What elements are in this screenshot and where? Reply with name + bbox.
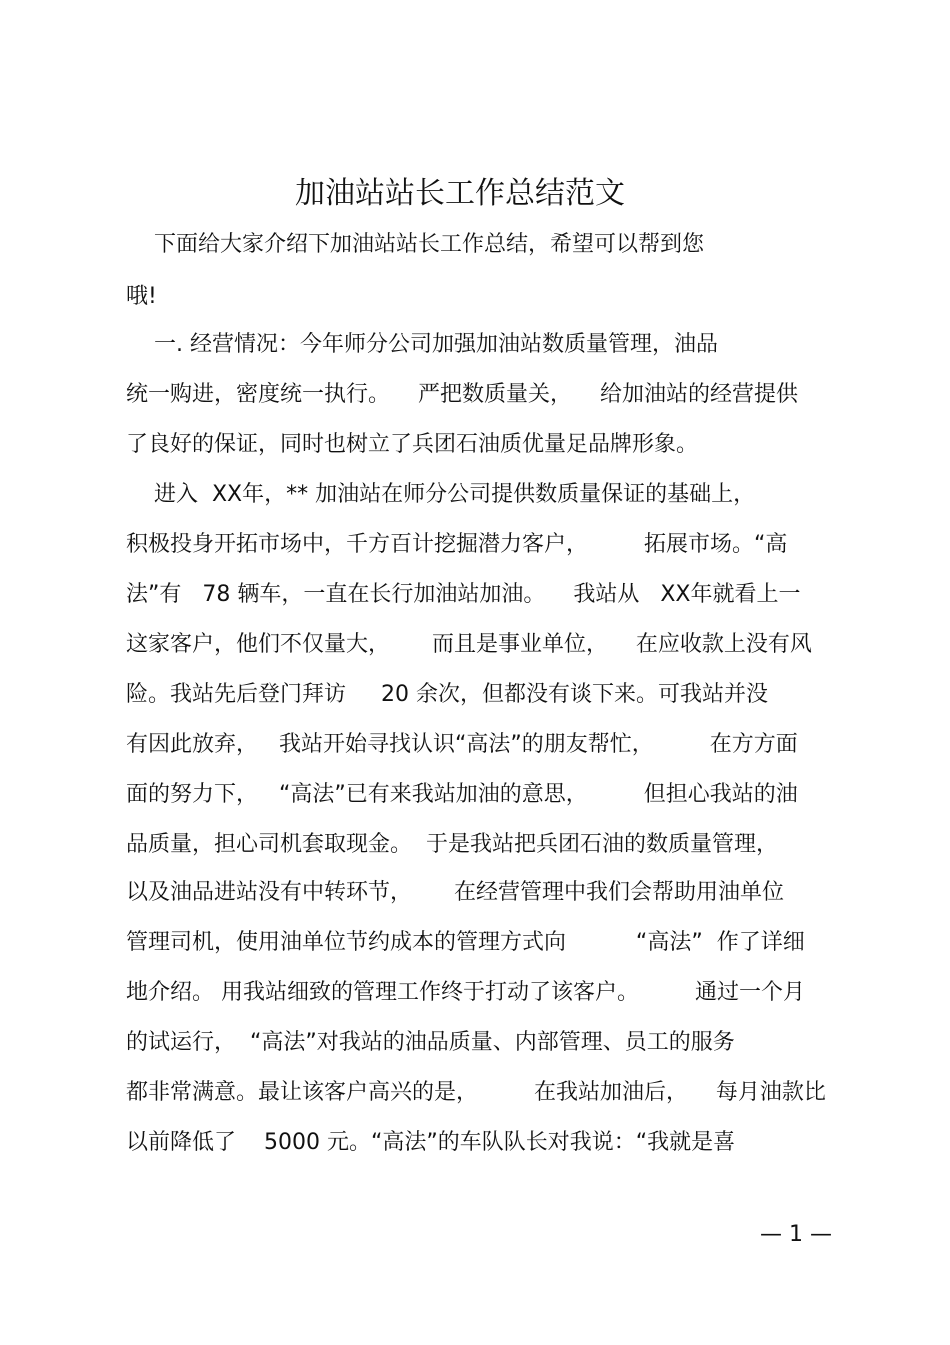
text-line: 了良好的保证，同时也树立了兵团石油质优量足品牌形象。 [126,432,699,457]
text-line: 的试运行， “高法”对我站的油品质量、内部管理、员工的服务 [126,1030,735,1055]
text-line: 地介绍。 用我站细致的管理工作终于打动了该客户。 通过一个月 [126,980,805,1005]
document-title: 加油站站长工作总结范文 [295,176,625,211]
text-line: 法”有 78 辆车，一直在长行加油站加油。 我站从 XX年就看上一 [126,582,801,607]
text-line: 下面给大家介绍下加油站站长工作总结，希望可以帮到您 [126,232,704,257]
text-line: 都非常满意。最让该客户高兴的是， 在我站加油后， 每月油款比 [126,1080,826,1105]
text-line: 以及油品进站没有中转环节， 在经营管理中我们会帮助用油单位 [126,880,784,905]
text-line: 哦! [126,284,157,309]
text-line: 管理司机，使用油单位节约成本的管理方式向 “高法” 作了详细 [126,930,805,955]
page-number: — 1 — [760,1222,832,1247]
text-line: 这家客户，他们不仅量大， 而且是事业单位， 在应收款上没有风 [126,632,812,657]
text-line: 一. 经营情况：今年师分公司加强加油站数质量管理，油品 [126,332,718,357]
text-line: 以前降低了 5000 元。“高法”的车队队长对我说：“我就是喜 [126,1130,736,1155]
text-line: 有因此放弃， 我站开始寻找认识“高法”的朋友帮忙， 在方方面 [126,732,798,757]
text-line: 面的努力下， “高法”已有来我站加油的意思， 但担心我站的油 [126,782,798,807]
text-line: 品质量，担心司机套取现金。 于是我站把兵团石油的数质量管理， [126,832,778,857]
text-line: 险。我站先后登门拜访 20 余次，但都没有谈下来。可我站并没 [126,682,768,707]
text-line: 积极投身开拓市场中，千方百计挖掘潜力客户， 拓展市场。“高 [126,532,788,557]
text-line: 统一购进，密度统一执行。 严把数质量关， 给加油站的经营提供 [126,382,798,407]
text-line: 进入 XX年，** 加油站在师分公司提供数质量保证的基础上， [126,482,756,507]
